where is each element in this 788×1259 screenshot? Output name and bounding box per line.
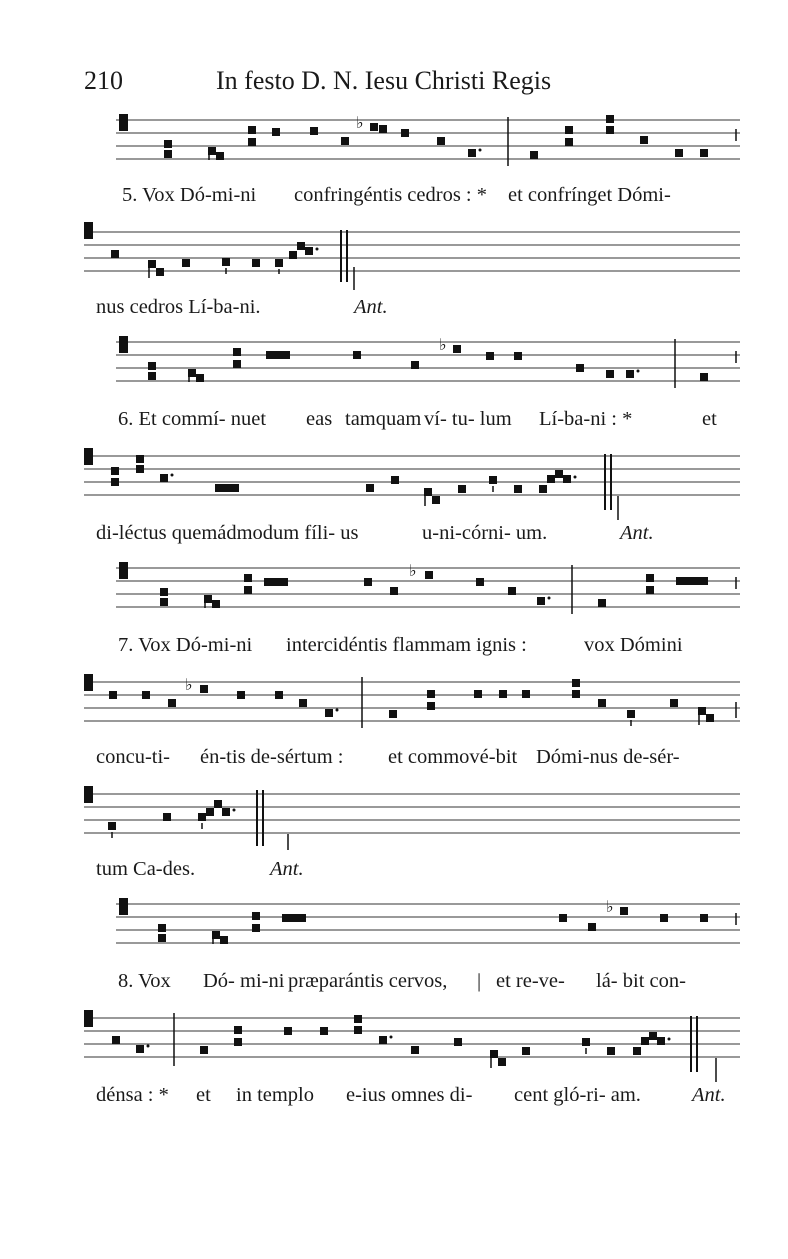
page-number: 210 bbox=[84, 66, 123, 95]
svg-text:♭: ♭ bbox=[356, 115, 364, 132]
lyric-segment: 5. Vox Dó-mi-ni bbox=[122, 184, 257, 206]
svg-text:♭: ♭ bbox=[185, 677, 193, 694]
lyric-segment: et bbox=[196, 1084, 211, 1106]
staff-1 bbox=[116, 114, 740, 174]
antiphon-marker: Ant. bbox=[354, 296, 388, 318]
lyric-segment: Lí-ba-ni : * bbox=[539, 408, 633, 430]
staff-4 bbox=[84, 448, 740, 514]
lyric-segment: lá- bit con- bbox=[596, 970, 686, 992]
lyric-segment: tamquam bbox=[345, 408, 422, 430]
lyric-segment: 7. Vox Dó-mi-ni bbox=[118, 634, 253, 656]
lyric-segment: én-tis de-sértum : bbox=[200, 746, 344, 768]
lyric-segment: confringéntis cedros : * bbox=[294, 184, 487, 206]
lyric-segment: intercidéntis flammam ignis : bbox=[286, 634, 527, 656]
lyric-segment: eas bbox=[306, 408, 333, 430]
lyric-segment: Dó- mi-ni bbox=[203, 970, 285, 992]
lyric-segment: u-ni-córni- um. bbox=[422, 522, 548, 544]
lyric-segment: in templo bbox=[236, 1084, 315, 1106]
svg-text:♭: ♭ bbox=[606, 899, 614, 916]
lyric-segment: et bbox=[702, 408, 717, 430]
staff-5 bbox=[116, 562, 740, 622]
lyric-segment: præparántis cervos, bbox=[288, 970, 448, 992]
lyric-segment: 8. Vox bbox=[118, 970, 171, 992]
lyric-segment: 6. Et commí- nuet bbox=[118, 408, 267, 430]
svg-text:♭: ♭ bbox=[409, 563, 417, 580]
lyric-segment: et commové-bit bbox=[388, 746, 518, 768]
antiphon-marker: Ant. bbox=[270, 858, 304, 880]
staff-7 bbox=[84, 784, 740, 850]
page-header bbox=[84, 66, 551, 96]
antiphon-marker: Ant. bbox=[620, 522, 654, 544]
lyric-segment: e-ius omnes di- bbox=[346, 1084, 473, 1106]
lyric-segment: concu-ti- bbox=[96, 746, 170, 768]
staff-6 bbox=[84, 674, 740, 734]
lyric-segment: Dómi-nus de-sér- bbox=[536, 746, 680, 768]
lyric-segment: cent gló-ri- am. bbox=[514, 1084, 641, 1106]
lyric-segment: di-léctus quemádmodum fíli- us bbox=[96, 522, 359, 544]
antiphon-marker: Ant. bbox=[692, 1084, 726, 1106]
lyric-segment: tum Ca-des. bbox=[96, 858, 196, 880]
staff-8 bbox=[116, 898, 740, 958]
page-title: In festo D. N. Iesu Christi Regis bbox=[216, 66, 552, 95]
lyric-segment: et confrínget Dómi- bbox=[508, 184, 671, 206]
lyric-segment: | bbox=[477, 970, 482, 992]
lyric-segment: vox Dómini bbox=[584, 634, 683, 656]
lyric-segment: nus cedros Lí-ba-ni. bbox=[96, 296, 261, 318]
lyric-segment: dénsa : * bbox=[96, 1084, 169, 1106]
staff-3 bbox=[116, 336, 740, 396]
svg-text:♭: ♭ bbox=[439, 337, 447, 354]
staff-2 bbox=[84, 222, 740, 282]
lyric-segment: et re-ve- bbox=[496, 970, 565, 992]
staff-9 bbox=[84, 1010, 740, 1080]
lyric-segment: ví- tu- lum bbox=[424, 408, 512, 430]
